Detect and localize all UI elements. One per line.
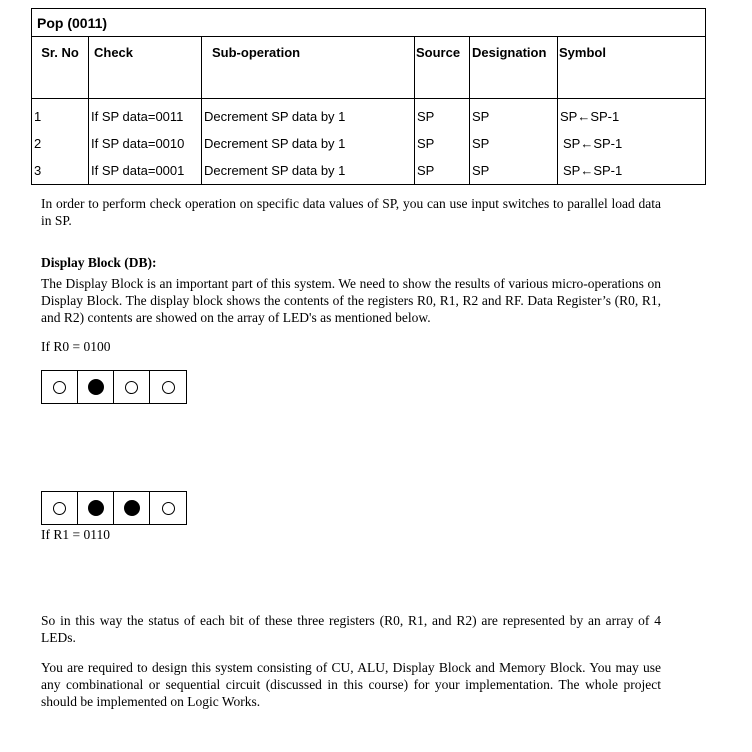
row-designation: SP [470,103,558,130]
header-source: Source [415,37,470,99]
header-sr-no: Sr. No [32,37,89,99]
led-cell [42,492,78,524]
row-source: SP [415,157,470,185]
header-symbol: Symbol [558,37,706,99]
check-paragraph: In order to perform check operation on specific data values of SP, you can use input switches to parallel load data in SP. [41,196,661,228]
row-check: If SP data=0010 [89,130,202,157]
row-designation: SP [470,130,558,157]
header-check: Check [89,37,202,99]
row-symbol: SP←SP-1 [558,157,706,185]
table-row [32,157,706,185]
row-sub-operation: Decrement SP data by 1 [202,103,415,130]
r0-label: If R0 = 0100 [41,339,111,354]
led-cell [42,371,78,403]
display-block-paragraph: The Display Block is an important part of this system. We need to show the results of various micro-operations on Display Block. The display block shows the contents of the registers R0, R1, R2 and RF. Data Register’s (R0, R1, and R2) contents are showed on the array of LED's as mentioned below. [41,276,661,325]
table-title: Pop (0011) [32,9,706,37]
display-block-heading: Display Block (DB): [41,255,157,270]
table-row [32,130,706,157]
led-cell [114,492,150,524]
led-off-icon [162,502,175,515]
r1-led-array [41,491,187,525]
table-row [32,103,706,130]
row-sr: 3 [32,157,89,185]
row-source: SP [415,130,470,157]
led-on-icon [88,500,104,516]
row-symbol: SP←SP-1 [558,130,706,157]
led-cell [150,492,186,524]
led-cell [150,371,186,403]
r0-led-array [41,370,187,404]
row-symbol: SP←SP-1 [558,103,706,130]
status-paragraph: So in this way the status of each bit of these three registers (R0, R1, and R2) are represented by an array of 4 LEDs. [41,613,661,645]
led-off-icon [125,381,138,394]
row-sr: 2 [32,130,89,157]
led-cell [78,371,114,403]
row-sub-operation: Decrement SP data by 1 [202,157,415,185]
led-cell [114,371,150,403]
row-designation: SP [470,157,558,185]
header-sub-operation: Sub-operation [202,37,415,99]
led-off-icon [162,381,175,394]
header-designation: Designation [470,37,558,99]
led-on-icon [88,379,104,395]
led-cell [78,492,114,524]
row-source: SP [415,103,470,130]
led-off-icon [53,502,66,515]
design-paragraph: You are required to design this system consisting of CU, ALU, Display Block and Memory Block. You may use any combinational or sequential circuit (discussed in this course) for your implementation. The whole project should be implemented on Logic Works. [41,660,661,709]
pop-operation-table [31,8,706,185]
row-sr: 1 [32,103,89,130]
led-on-icon [124,500,140,516]
led-off-icon [53,381,66,394]
row-check: If SP data=0011 [89,103,202,130]
row-check: If SP data=0001 [89,157,202,185]
r1-label: If R1 = 0110 [41,527,110,542]
row-sub-operation: Decrement SP data by 1 [202,130,415,157]
